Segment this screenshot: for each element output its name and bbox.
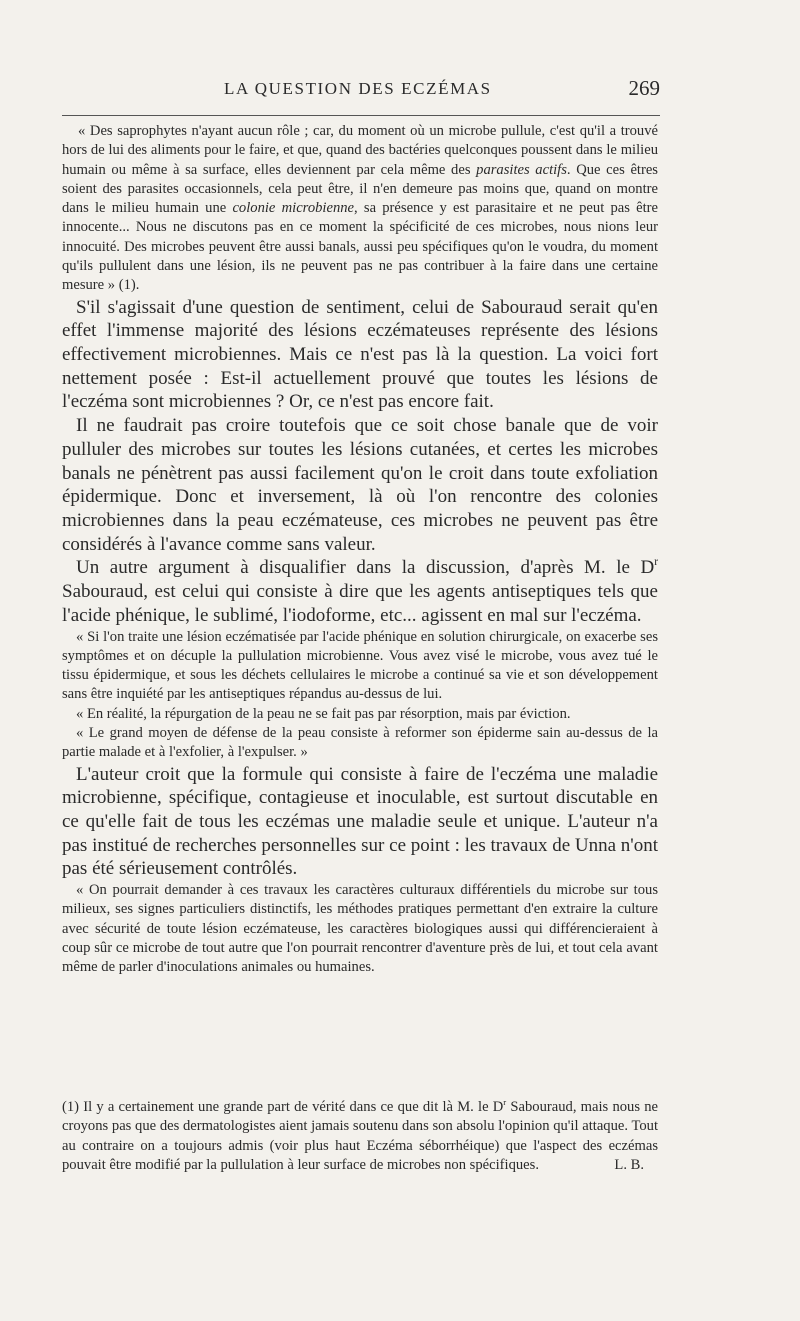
- paragraph: [62, 763, 658, 882]
- text-run: S'il s'agissait d'une question de sentiment, celui de Sabouraud serait qu'en effet l'immense majorité des lésions eczémateuses représente des lésions effectivement microbiennes. Mais ce n'est pas là la question. La voici fort nettement posée : Est-il actuellement prouvé que toutes les lésions de l'eczéma sont microbiennes ? Or, ce n'est pas encore fait.: [62, 296, 658, 413]
- text-run: « Le grand moyen de défense de la peau consiste à reformer son épiderme sain au-dessus de la partie malade et à l'exfolier, à l'expulser. »: [62, 725, 658, 761]
- italic-phrase: colonie microbienne: [232, 200, 355, 217]
- header-rule: [62, 115, 660, 116]
- paragraph: [62, 556, 658, 627]
- running-title: LA QUESTION DES ECZÉMAS: [224, 79, 492, 98]
- paragraph: [62, 296, 658, 415]
- superscript: r: [654, 556, 658, 569]
- footnote: [62, 1098, 658, 1176]
- text-run: L'auteur croit que la formule qui consiste à faire de l'eczéma une maladie microbienne, spécifique, contagieuse et inoculable, est surtout discutable en ce qu'elle fait de tous les eczémas une maladie seule et unique. L'auteur n'a pas institué de recherches personnelles sur ce point : les travaux de Unna n'ont pas été sérieusement contrôlés.: [62, 763, 658, 880]
- italic-phrase: parasites actifs: [476, 161, 567, 178]
- quoted-paragraph: [62, 705, 658, 724]
- text-run: « On pourrait demander à ces travaux les caractères culturaux différentiels du microbe sur tous milieux, ses signes particuliers distinctifs, les méthodes pratiques permettant d'en extraire la culture avec sécurité de toute lésion eczémateuse, les caractères biologiques aussi qui différencieraient à coup sûr ce microbe de tout autre que l'on pourrait rencontrer d'aventure près de lui, et tout cela avant même de parler d'inoculations animales ou humaines.: [62, 882, 658, 976]
- text-run: (1) Il y a certainement une grande part de vérité dans ce que dit là M. le D: [62, 1099, 504, 1115]
- footnote-signature: L. B.: [614, 1157, 644, 1174]
- text-run: « Des saprophytes n'ayant aucun rôle ; car, du moment où un microbe pullule, c'est qu'il a trouvé hors de lui des aliments pour le faire, et que, quand des bactéries quelconques poussent dans le milieu humain ou même à sa surface, elles deviennent par cela même des: [62, 123, 658, 178]
- page-body: [62, 122, 658, 978]
- text-run: « Si l'on traite une lésion eczématisée par l'acide phénique en solution chirurgicale, on exacerbe ses symptômes et on décuple la pullulation microbienne. Vous avez visé le microbe, vous avez tué le tissu épidermique, et sous les déchets cellulaires le microbe a continué sa vie et son développement sans être inquiété par les antiseptiques répandus au-dessus de lui.: [62, 628, 658, 703]
- text-run: Sabouraud, mais nous ne croyons pas que des dermatologistes aient jamais soutenu dans son absolu l'opinion qu'il attaque. Tout au contraire on a toujours admis (voir plus haut Eczéma séborrhéique) que l'aspect des eczémas pouvait être modifié par la pullulation à leur surface de microbes non spécifiques.: [62, 1099, 658, 1174]
- text-run: , sa présence y est parasitaire et ne peut pas être innocente... Nous ne discutons pas en ce moment la spécificité de ces microbes, nous nions leur innocuité. Des microbes peuvent être aussi banals, aussi peu spécifiques qu'on le voudra, du moment qu'ils pullulent dans une lésion, ils ne peuvent pas ne pas contribuer à la faire dans une certaine mesure » (1).: [62, 200, 658, 294]
- quoted-paragraph: [62, 724, 658, 763]
- quoted-paragraph: [62, 122, 658, 296]
- page-header: [60, 76, 660, 106]
- text-run: . Que ces êtres soient des parasites occasionnels, cela peut être, il n'en demeure pas moins que, quand on montre dans le milieu humain une: [62, 161, 658, 217]
- quoted-paragraph: [62, 628, 658, 705]
- quoted-paragraph: [62, 881, 658, 977]
- text-run: « En réalité, la répurgation de la peau ne se fait pas par résorption, mais par éviction.: [76, 705, 571, 722]
- text-run: Il ne faudrait pas croire toutefois que ce soit chose banale que de voir pulluler des microbes sur toutes les lésions cutanées, et certes les microbes banals ne pénètrent pas aussi facilement qu'on le croit dans toute exfoliation épidermique. Donc et inversement, là où l'on rencontre des colonies microbiennes dans la peau eczémateuse, ces microbes ne peuvent pas être considérés à l'avance comme sans valeur.: [62, 415, 658, 555]
- paragraph: [62, 414, 658, 556]
- text-run: Un autre argument à disqualifier dans la discussion, d'après M. le D: [76, 557, 655, 579]
- superscript: r: [503, 1096, 507, 1107]
- footnote-text: [62, 1096, 658, 1174]
- text-run: Sabouraud, est celui qui consiste à dire que les agents antiseptiques tels que l'acide phénique, le sublimé, l'iodoforme, etc... agissent en mal sur l'eczéma.: [62, 581, 658, 626]
- page-number: 269: [628, 76, 660, 100]
